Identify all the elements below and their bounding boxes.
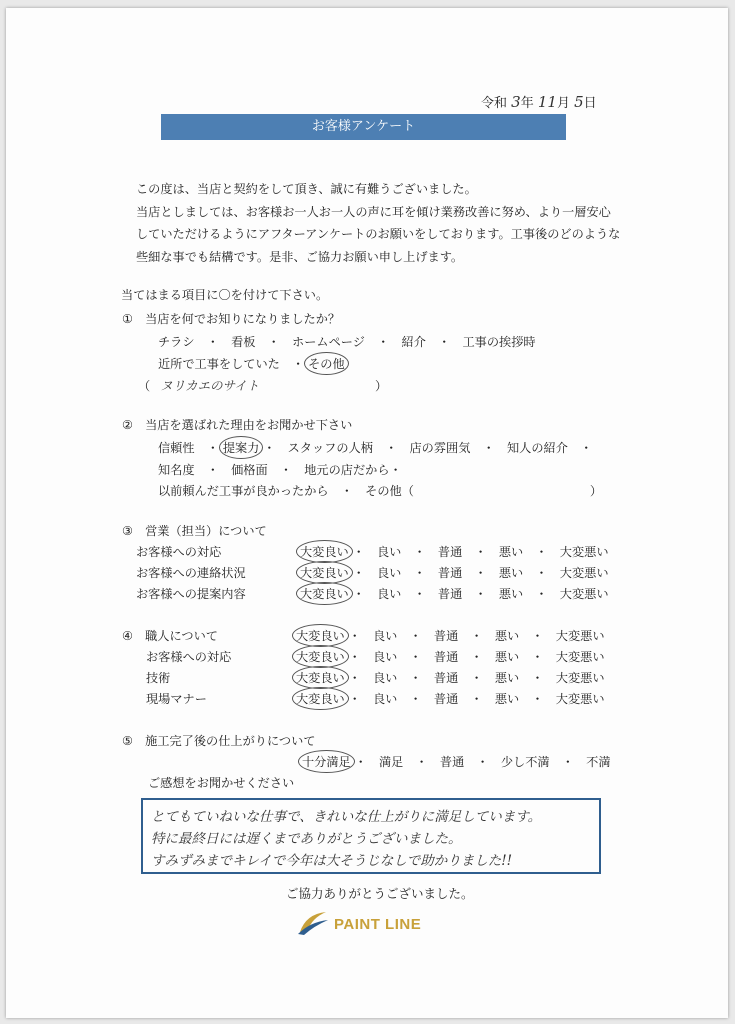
paren-open: （ <box>138 379 151 393</box>
q4-row-label: 現場マナー <box>146 692 207 706</box>
q1-options-row1: チラシ ・ 看板 ・ ホームページ ・ 紹介 ・ 工事の挨拶時 <box>158 335 536 349</box>
q1-options-row2 <box>158 355 345 372</box>
q2-options-rest: ・ スタッフの人柄 ・ 店の雰囲気 ・ 知人の紹介 ・ <box>263 441 593 455</box>
q4-title: ④ 職人について <box>122 629 218 643</box>
date-month-unit: 月 <box>556 96 570 111</box>
q2-options-row2: 知名度 ・ 価格面 ・ 地元の店だから・ <box>158 463 402 477</box>
rating-selected-circled: 大変良い <box>300 587 349 601</box>
q4-row-scale <box>296 648 605 665</box>
intro-line: 当店としましては、お客様お一人お一人の声に耳を傾け業務改善に努め、より一層安心 <box>136 204 611 219</box>
rating-options: ・ 良い ・ 普通 ・ 悪い ・ 大変悪い <box>348 650 605 664</box>
date-day-unit: 日 <box>583 96 597 111</box>
q1-title: ① 当店を何でお知りになりましたか？ <box>122 312 341 326</box>
q3-row-label: お客様への提案内容 <box>136 587 246 601</box>
paren-close: ） <box>589 484 602 498</box>
rating-selected-circled: 大変良い <box>296 671 345 685</box>
q4-row-label: お客様への対応 <box>146 650 232 664</box>
q1-option-neighborhood: 近所で工事をしていた ・ <box>158 357 305 371</box>
date-era: 令和 <box>481 96 508 111</box>
q4-title-scale <box>296 627 605 644</box>
rating-options: ・ 良い ・ 普通 ・ 悪い ・ 大変悪い <box>348 671 605 685</box>
thanks-text: ご協力ありがとうございました。 <box>286 886 474 901</box>
intro-text <box>136 178 620 268</box>
rating-selected-circled: 大変良い <box>296 650 345 664</box>
rating-selected-circled: 大変良い <box>300 545 349 559</box>
q5-title: ⑤ 施工完了後の仕上がりについて <box>122 734 316 748</box>
rating-selected-circled: 大変良い <box>296 692 345 706</box>
paren-close: ） <box>374 379 388 393</box>
brush-swoosh-icon <box>296 910 330 936</box>
q1-option-other-circled: その他 <box>308 357 345 371</box>
q2-option-trust: 信頼性 ・ <box>158 441 219 455</box>
rating-options: ・ 良い ・ 普通 ・ 悪い ・ 大変悪い <box>352 587 609 601</box>
date-line <box>481 92 597 111</box>
survey-sheet <box>6 8 728 1018</box>
intro-line: この度は、当店と契約をして頂き、誠に有難うございました。 <box>136 182 477 196</box>
q2-title: ② 当店を選ばれた理由をお聞かせ下さい <box>122 418 353 432</box>
q2-option-proposal-circled: 提案力 <box>222 441 260 455</box>
date-month: 11 <box>537 93 557 111</box>
q1-other-answer <box>138 376 387 394</box>
date-day: 5 <box>574 93 584 111</box>
rating-options: ・ 良い ・ 普通 ・ 悪い ・ 大変悪い <box>348 692 605 706</box>
paint-line-logo <box>296 910 422 940</box>
date-year-unit: 年 <box>520 96 534 111</box>
q2-options-row1 <box>158 439 592 456</box>
q4-row-label: 技術 <box>146 671 171 685</box>
q5-scale <box>302 753 611 770</box>
rating-options: ・ 良い ・ 普通 ・ 悪い ・ 大変悪い <box>352 545 609 559</box>
q3-title: ③ 営業（担当）について <box>122 524 267 538</box>
instruction: 当てはまる項目に〇を付けて下さい。 <box>121 288 329 302</box>
comment-label: ご感想をお聞かせください <box>148 776 295 790</box>
comment-line: すみずみまでキレイで今年は大そうじなしで助かりました!! <box>151 853 513 869</box>
comment-box <box>141 798 601 874</box>
q4-row-scale <box>296 669 605 686</box>
q3-row-label: お客様への対応 <box>136 545 222 559</box>
intro-line: 些細な事でも結構です。是非、ご協力お願い申し上げます。 <box>136 249 464 264</box>
q2-option-previous-work: 以前頼んだ工事が良かったから ・ その他（ <box>158 484 414 498</box>
logo-text: PAINT LINE <box>334 916 422 933</box>
q1-answer-handwritten: ヌリカエのサイト <box>160 378 260 393</box>
q3-row-label: お客様への連絡状況 <box>136 566 246 580</box>
q4-row-scale <box>296 690 605 707</box>
q3-row-scale <box>300 585 609 602</box>
page-title: お客様アンケート <box>161 114 566 140</box>
q2-options-row3 <box>158 482 602 499</box>
rating-selected-circled: 十分満足 <box>302 755 351 769</box>
rating-selected-circled: 大変良い <box>300 566 349 580</box>
rating-options: ・ 良い ・ 普通 ・ 悪い ・ 大変悪い <box>352 566 609 580</box>
comment-line: 特に最終日には遅くまでありがとうございました。 <box>151 831 462 847</box>
rating-selected-circled: 大変良い <box>296 629 345 643</box>
date-year: 3 <box>511 93 521 111</box>
rating-options: ・ 良い ・ 普通 ・ 悪い ・ 大変悪い <box>348 629 605 643</box>
q3-row-scale <box>300 543 609 560</box>
comment-line: とてもていねいな仕事で、きれいな仕上がりに満足しています。 <box>151 809 542 825</box>
intro-line: していただけるようにアフターアンケートのお願いをしております。工事後のどのような <box>136 227 621 241</box>
q3-row-scale <box>300 564 609 581</box>
rating-options: ・ 満足 ・ 普通 ・ 少し不満 ・ 不満 <box>354 755 611 769</box>
